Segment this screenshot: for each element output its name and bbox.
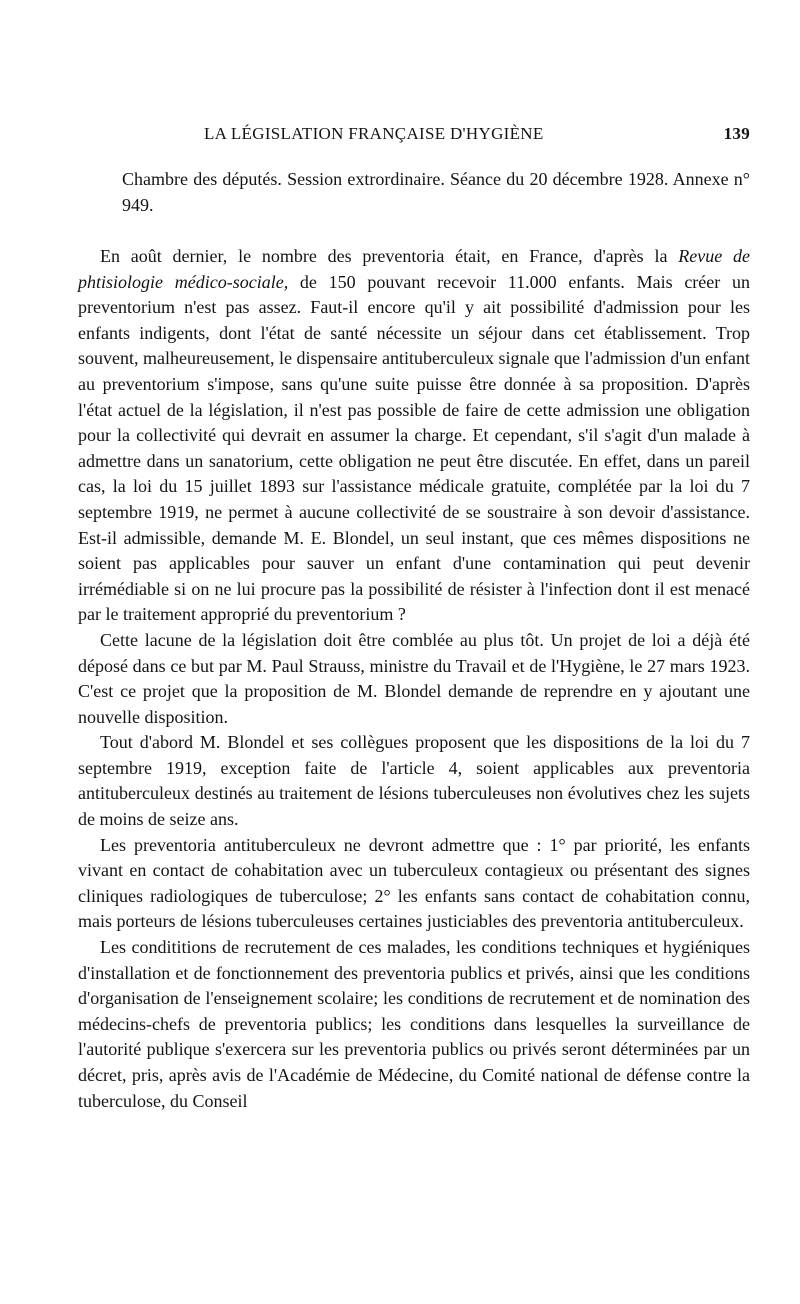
page-number: 139 bbox=[723, 124, 750, 143]
paragraph-3: Tout d'abord M. Blondel et ses collègues proposent que les dispositions de la loi du 7 septembre 1919, exception faite de l'article 4, soient applicables aux preventoria antituberculeux destinés au traitement de lésions tuberculeuses non évolutives chez les sujets de moins de seize ans. bbox=[78, 732, 750, 830]
journal-title: Revue de phtisiologie médico-sociale, bbox=[78, 246, 750, 292]
paragraph-1-after: de 150 pouvant recevoir 11.000 enfants. Mais créer un preventorium n'est pas assez. Faut-il encore qu'il y ait possibilité d'admission pour les enfants indigents, dont l'état de santé nécessite un séjour dans cet établissement. Trop souvent, malheureusement, le dispensaire antituberculeux signale que l'admission d'un enfant au preventorium s'impose, sans qu'une suite puisse être donnée à sa proposition. D'après l'état actuel de la législation, il n'est pas possible de faire de cette admission une obligation pour la collectivité qui devrait en assumer la charge. Et cependant, s'il s'agit d'un malade à admettre dans un sanatorium, cette obligation ne peut être discutée. En effet, dans un pareil cas, la loi du 15 juillet 1893 sur l'assistance médicale gratuite, complétée par la loi du 7 septembre 1919, ne permet à aucune collectivité de se soustraire à son devoir d'assistance. Est-il admissible, demande M. E. Blondel, un seul instant, que ces mêmes dispositions ne soient pas applicables pour sauver un enfant d'une contamination qui peut devenir irrémédiable si on ne lui procure pas la possibilité de résister à l'infection dont il est menacé par le traitement approprié du preventorium ? bbox=[78, 271, 751, 625]
paragraph-1 bbox=[78, 244, 750, 628]
paragraph-4: Les preventoria antituberculeux ne devront admettre que : 1° par priorité, les enfants vivant en contact de cohabitation avec un tuberculeux contagieux ou présentant des signes cliniques radiologiques de tuberculose; 2° les enfants sans contact de cohabitation connu, mais porteurs de lésions tuberculeuses certaines justiciables des preventoria antituberculeux. bbox=[78, 834, 750, 932]
document-page bbox=[78, 124, 750, 1114]
running-title: LA LÉGISLATION FRANÇAISE D'HYGIÈNE bbox=[204, 124, 544, 143]
citation: Chambre des députés. Session extrordinaire. Séance du 20 décembre 1928. Annexe n° 949. bbox=[122, 169, 750, 215]
body-text bbox=[78, 244, 750, 1114]
paragraph-2: Cette lacune de la législation doit être comblée au plus tôt. Un projet de loi a déjà été déposé dans ce but par M. Paul Strauss, ministre du Travail et de l'Hygiène, le 27 mars 1923. C'est ce projet que la proposition de M. Blondel demande de reprendre en y ajoutant une nouvelle disposition. bbox=[78, 629, 750, 727]
paragraph-5: Les condititions de recrutement de ces malades, les conditions techniques et hygiéniques d'installation et de fonctionnement des preventoria publics et privés, ainsi que les conditions d'organisation de l'enseignement scolaire; les conditions de recrutement et de nomination des médecins-chefs de preventoria publics; les conditions dans lesquelles la surveillance de l'autorité publique s'exercera sur les preventoria publics ou privés seront déterminées par un décret, pris, après avis de l'Académie de Médecine, du Comité national de défense contre la tuberculose, du Conseil bbox=[78, 937, 750, 1111]
paragraph-1-before: En août dernier, le nombre des preventoria était, en France, d'après la bbox=[100, 246, 679, 266]
running-header bbox=[78, 124, 750, 148]
